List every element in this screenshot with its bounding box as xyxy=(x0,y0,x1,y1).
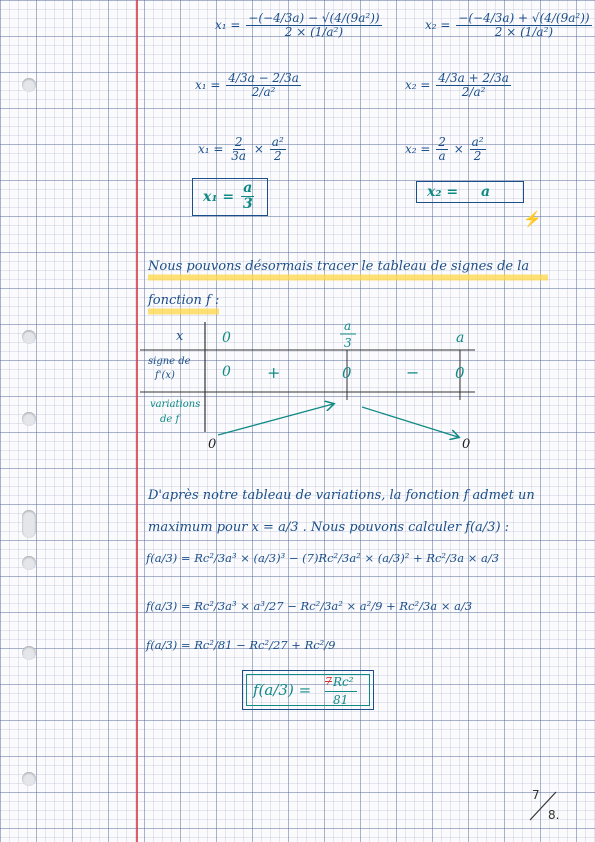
intro-line-2: fonction f : xyxy=(148,284,219,318)
x1-label: x₁ = xyxy=(195,78,221,93)
x2-step2-denominator: 2/a² xyxy=(461,85,486,100)
x1-label: x₁ = xyxy=(198,142,224,157)
final-result-denominator: 81 xyxy=(333,693,349,707)
calc-term: − (7)Rc²/3a² × (a/3)² xyxy=(288,551,410,565)
x-value-a: a xyxy=(456,330,465,346)
calc-term: − Rc²/27 xyxy=(236,638,288,652)
intro-line-1: Nous pouvons désormais tracer le tableau de signes de la xyxy=(148,250,548,284)
calc-term: + Rc²/3a × a/3 xyxy=(413,551,500,565)
x2-step1-numerator: −(−4/3a) + √(4/(9a²)) xyxy=(458,11,590,25)
row-label-var-2: de f xyxy=(160,414,180,425)
x2-label: x₂ = xyxy=(405,78,431,93)
x1-step2-denominator: 2/a² xyxy=(251,85,276,100)
maximum-line-2: maximum pour x = a/3 . Nous pouvons calculer f(a/3) : xyxy=(148,520,510,535)
page-number-divider xyxy=(520,788,570,828)
struck-coefficient: 7 xyxy=(325,675,332,688)
frac-num: a² xyxy=(471,135,484,149)
calc-line-3 xyxy=(146,638,335,652)
frac-num: a xyxy=(243,180,253,196)
row-label-sign-2: f'(x) xyxy=(155,370,175,381)
x1-step2-numerator: 4/3a − 2/3a xyxy=(228,71,299,85)
sign-0: 0 xyxy=(222,364,231,380)
calc-line-1 xyxy=(146,551,499,565)
x1-step1-denominator: 2 × (1/a²) xyxy=(284,25,344,40)
calc-term: Rc²/3a³ × (a/3)³ xyxy=(194,551,286,565)
frac-den: 2 xyxy=(473,149,482,164)
calc-term: + Rc²/3a × a/3 xyxy=(386,599,473,613)
x2-label: x₂ = xyxy=(405,142,431,157)
sign-minus: − xyxy=(406,363,420,382)
x2-label: x₂ = xyxy=(427,184,459,200)
final-result-fraction-bar xyxy=(325,691,357,692)
frac-den: 2 xyxy=(273,149,282,164)
frac-den: a xyxy=(438,149,446,164)
margin-mark-icon: ⚡ xyxy=(523,210,542,228)
x1-step1-numerator: −(−4/3a) − √(4/(9a²)) xyxy=(248,11,380,25)
x2-label: x₂ = xyxy=(425,18,451,33)
increasing-arrow xyxy=(218,404,333,435)
maximum-line-1: D'après notre tableau de variations, la fonction f admet un xyxy=(148,488,535,503)
calc-line-3-lhs: f(a/3) = xyxy=(146,638,191,652)
frac-num: 2 xyxy=(234,135,243,149)
frac-den: 3a xyxy=(231,149,247,164)
frac-num: a² xyxy=(271,135,284,149)
sign-zero-right: 0 xyxy=(455,364,465,382)
maximum-paragraph xyxy=(148,480,548,544)
final-result-box xyxy=(242,670,374,710)
x1-label: x₁ = xyxy=(215,18,241,33)
x2-step2-numerator: 4/3a + 2/3a xyxy=(438,71,509,85)
decreasing-arrow xyxy=(362,407,458,437)
x-value-mid-den: 3 xyxy=(344,336,352,350)
page-number-bottom: 8. xyxy=(548,808,560,822)
calc-term: Rc²/3a³ × a³/27 xyxy=(194,599,284,613)
sign-zero-mid: 0 xyxy=(342,364,352,382)
page-number-top: 7 xyxy=(532,788,540,802)
calc-line-2-lhs: f(a/3) = xyxy=(146,599,191,613)
calc-term: Rc²/81 xyxy=(194,638,233,652)
calc-line-2 xyxy=(146,599,472,613)
frac-den: 3 xyxy=(242,196,253,213)
x1-label: x₁ = xyxy=(203,188,235,205)
x2-result-value: a xyxy=(480,184,491,200)
calc-line-1-lhs: f(a/3) = xyxy=(146,551,191,565)
row-label-x: x xyxy=(176,329,184,344)
sign-plus: + xyxy=(267,363,281,382)
x-value-mid-num: a xyxy=(344,319,352,333)
final-result-lhs: f(a/3) = xyxy=(253,681,312,699)
variation-value-left: 0 xyxy=(208,437,217,452)
calc-term: + Rc²/9 xyxy=(291,638,336,652)
final-result-numerator: Rc² xyxy=(333,675,354,689)
x-value-0: 0 xyxy=(222,330,231,346)
row-label-var-1: variations xyxy=(150,399,201,410)
variation-value-right: 0 xyxy=(462,437,471,452)
frac-num: 2 xyxy=(438,135,446,149)
times-sign: × xyxy=(453,142,464,157)
times-sign: × xyxy=(253,142,264,157)
x2-step1-denominator: 2 × (1/a²) xyxy=(494,25,554,40)
calc-term: − Rc²/3a² × a²/9 xyxy=(287,599,383,613)
row-label-sign-1: signe de xyxy=(148,356,191,367)
